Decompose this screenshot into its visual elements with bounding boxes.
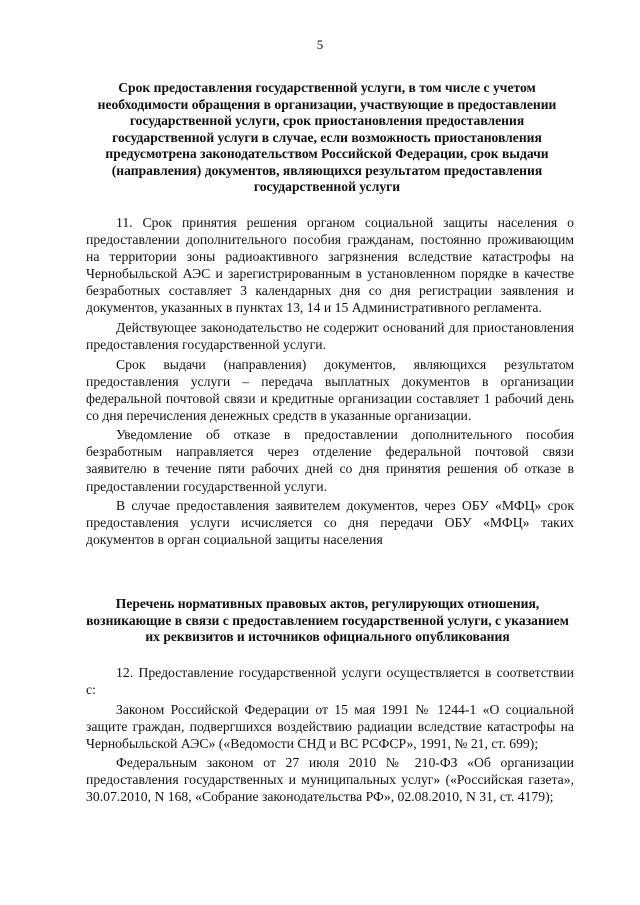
paragraph-12-legal-basis: 12. Предоставление государственной услуги осуществляется в соответствии с:	[86, 665, 574, 698]
page-number: 5	[316, 37, 324, 52]
paragraph-no-suspension: Действующее законодательство не содержит оснований для приостановления предоставления государственной услуги.	[86, 319, 574, 353]
section-body-legal-acts	[86, 664, 574, 808]
paragraph-refusal-notice: Уведомление об отказе в предоставлении дополнительного пособия безработным направляется через отделение федеральной почтовой связи заявителю в течение пяти рабочих дней со дня принятия решения об отказе в предоставлении государственной услуги.	[86, 427, 574, 494]
paragraph-mfc-term: В случае предоставления заявителем документов, через ОБУ «МФЦ» срок предоставления услуги исчисляется со дня передачи ОБУ «МФЦ» таких документов в орган социальной защиты населения	[86, 498, 574, 548]
paragraph-law-1244-1: Законом Российской Федерации от 15 мая 1991 № 1244-1 «О социальной защите граждан, подвергшихся воздействию радиации вследствие катастрофы на Чернобыльской АЭС» («Ведомости СНД и ВС РСФСР», 1991, № 21, ст. 699);	[86, 701, 574, 751]
section-heading-service-terms: Срок предоставления государственной услуги, в том числе с учетом необходимости обращения в организации, участвующие в предоставлении государственной услуги, срок приостановления предоставления государственной услуги в случае, если возможность приостановления предусмотрена законодательством Российской Федерации, срок выдачи (направления) документов, являющихся результатом предоставления государственной услуги	[97, 80, 557, 194]
section-body-service-terms	[86, 214, 574, 551]
paragraph-issue-term: Срок выдачи (направления) документов, являющихся результатом предоставления услуги – передача выплатных документов в организации федеральной почтовой связи и кредитные организации составляет 1 рабочий день со дня перечисления денежных средств в указанные организации.	[86, 356, 574, 423]
paragraph-law-210-fz: Федеральным законом от 27 июля 2010 № 210-ФЗ «Об организации предоставления государственных и муниципальных услуг» («Российская газета», 30.07.2010, N 168, «Собрание законодательства РФ», 02.08.2010, N 31, ст. 4179);	[86, 755, 574, 805]
paragraph-11-decision-term: 11. Срок принятия решения органом социальной защиты населения о предоставлении дополнительного пособия гражданам, постоянно проживающим на территории зоны радиоактивного загрязнения вследствие катастрофы на Чернобыльской АЭС и зарегистрированным в установленном порядке в качестве безработных составляет 3 календарных дня со дня регистрации заявления и документов, указанных в пунктах 13, 14 и 15 Административного регламента.	[86, 215, 574, 316]
section-heading-legal-acts: Перечень нормативных правовых актов, регулирующих отношения, возникающие в связи с предоставлением государственной услуги, с указанием их реквизитов и источников официального опубликования	[86, 596, 569, 644]
